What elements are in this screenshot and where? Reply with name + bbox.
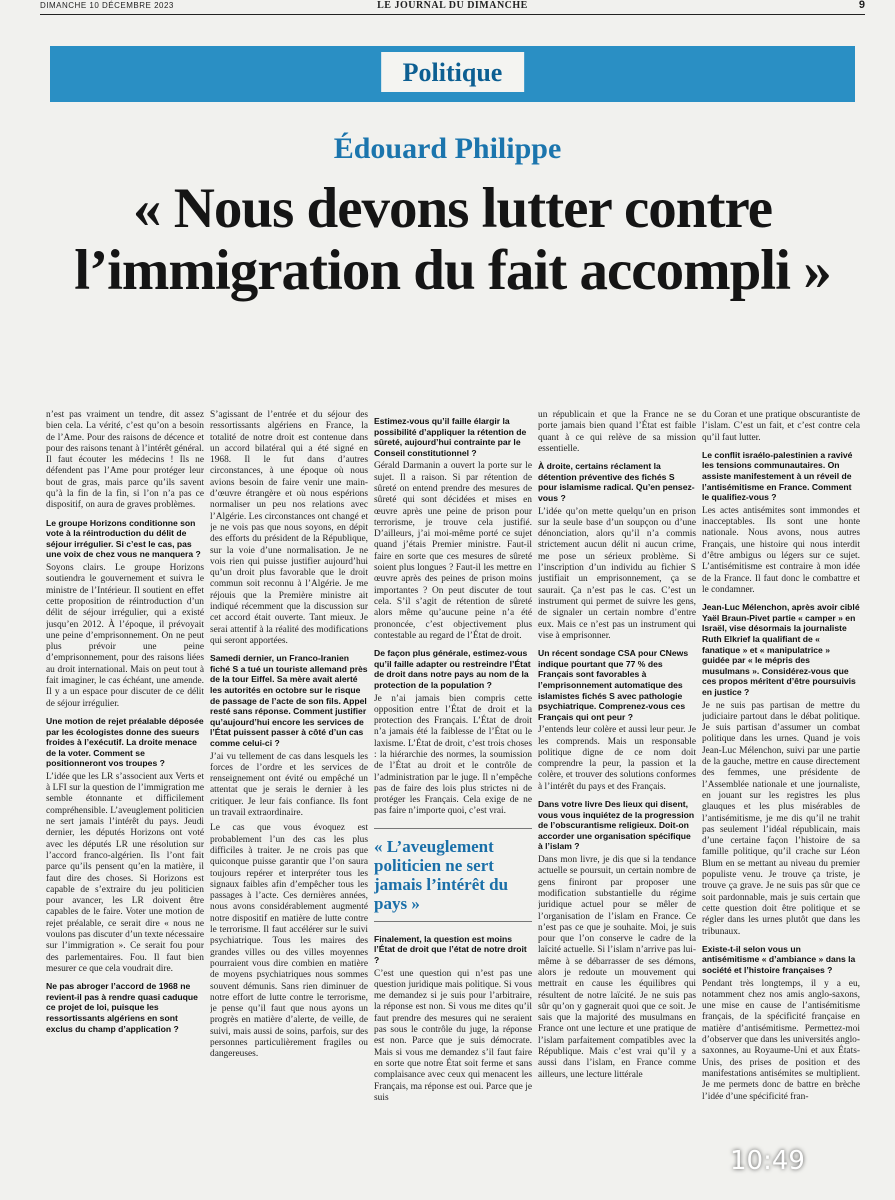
interview-question: Existe-t-il selon vous un antisémitisme « d’ambiance » dans la société et l’histoire françaises ? xyxy=(702,943,856,975)
page-header-strip xyxy=(40,0,865,15)
answer-paragraph: un républicain et que la France ne se porte jamais bien quand l’État est faible quant à ce qui relève de sa mission essentielle. xyxy=(538,410,696,454)
answer-paragraph: C’est une question qui n’est pas une question juridique mais politique. Si vous me demandez si je suis pour l’arbitraire, la réponse est non. Si vous me dites qu’il faut prendre des mesures qui ne seraient pas sous le contrôle du juge, la réponse est non. Parce que je suis démocrate. Mais si vous me demandez s’il faut faire en sorte que notre État soit ferme et sans complaisance avec ceux qui menacent les Français, ma réponse est oui. Parce que je suis xyxy=(374,968,532,1103)
answer-paragraph: Gérald Darmanin a ouvert la porte sur le sujet. Il a raison. Si par rétention de sûreté on entend prendre des mesures de sûreté qui sont décidées et mises en œuvre après une peine de prison pour terrorisme, je trouve cela justifié. D’ailleurs, j’ai moi-même porté ce sujet quand j’étais Premier ministre. Faut-il faire en sorte que ces mesures de sûreté soient plus longues ? Faut-il les mettre en œuvre après des peines de prison moins importantes ? On peut discuter de tout cela. S’il s’agit de rétention de sûreté alors même qu’aucune peine n’a été prononcée, c’est objectivement plus contestable au regard de l’État de droit. xyxy=(374,461,532,641)
interview-question: Une motion de rejet préalable déposée par les écologistes donne des sueurs froides à l’exécutif. La droite menace de la voter. Comment se positionneront vos troupes ? xyxy=(46,715,204,769)
interview-question: Estimez-vous qu’il faille élargir la possibilité d’appliquer la rétention de sûreté, aujourd’hui contrainte par le Conseil constitutionnel ? xyxy=(374,416,527,458)
article-column-3 xyxy=(374,410,532,1195)
interview-question: À droite, certains réclament la détention préventive des fichés S pour islamisme radical. Qu’en pensez-vous ? xyxy=(538,461,695,503)
interview-question: Finalement, la question est moins l’État de droit que l’état de notre droit ? xyxy=(374,933,527,965)
answer-paragraph: Dans mon livre, je dis que si la tendance actuelle se poursuit, un certain nombre de gens finiront par proposer une modification substantielle du régime juridique actuel pour se mêler de l’organisation de l’islam en France. Ce n’est pas ce que je souhaite. Moi, je suis pour que l’on conserve le cadre de la laïcité actuelle. Si l’islam n’arrive pas lui-même à se débarrasser de ses démons, alors je redoute un mouvement qui mettrait en cause les équilibres qui résultent de notre laïcité. Je ne suis pas sûr qu’on y gagnerait quoi que ce soit. Je sais que la majorité des musulmans en France ont une lecture et une pratique de l’islam parfaitement compatibles avec la République. Mais c’est vrai qu’il y a aussi dans l’islam, en France comme ailleurs, une lecture littérale xyxy=(538,855,696,1080)
pull-quote: « L’aveuglement politicien ne sert jamais l’intérêt du pays » xyxy=(374,828,532,922)
interview-question: De façon plus générale, estimez-vous qu’il faille adapter ou restreindre l’État de droit dans notre pays au nom de la protection de la population ? xyxy=(374,648,531,690)
status-clock: 10:49 xyxy=(730,1146,805,1176)
page-number: 9 xyxy=(858,0,865,11)
answer-paragraph: J’entends leur colère et aussi leur peur. Je les comprends. Mais un responsable politique digne de ce nom doit comprendre la peur, la passion et la colère, et trouver des solutions conformes à l’intérêt du pays et des Français. xyxy=(538,725,696,792)
answer-paragraph: Les actes antisémites sont immondes et inacceptables. Ils sont une honte nationale. Nous avons, nous autres Français, une histoire qui nous interdit d’être ambigus ou légers sur ce sujet. L’antisémitisme est contraire à mon idée de la France. Il faut donc le combattre et le condamner. xyxy=(702,505,860,595)
interview-question: Dans votre livre Des lieux qui disent, vous vous inquiétez de la progression de l’obscurantisme religieux. Doit-on accorder une organisation spécifique à l’islam ? xyxy=(538,799,695,852)
answer-paragraph: Le cas que vous évoquez est probablement l’un des cas les plus difficiles à traiter. Je ne crois pas que quiconque puisse garantir que l’on saura toujours repérer et interpréter tous les signaux faibles afin d’empêcher tous les passages à l’acte. Ces dernières années, nous avons considérablement augmenté notre dispositif en matière de lutte contre le terrorisme. Il faut accélérer sur le suivi psychiatrique. Tous les maires des grandes villes ou des villes moyennes pourraient vous dire combien en matière de moyens psychiatriques nous sommes souvent démunis. Sans rien diminuer de notre effort de lutte contre le terrorisme, je pense qu’il faut que nous ayons un progrès en matière d’alerte, de veille, de suivi, mais aussi de soins, parfois, sur des personnes particulièrement fragiles ou dangereuses. xyxy=(210,823,368,1060)
answer-paragraph: J’ai vu tellement de cas dans lesquels les forces de l’ordre et les services de renseignement ont évité ou empêché un attentat que je serais le dernier à les critiquer. Je leur fais confiance. Ils font un travail extraordinaire. xyxy=(210,751,368,819)
answer-paragraph: Je n’ai jamais bien compris cette opposition entre l’État de droit et la protection des Français. L’État de droit n’a jamais été la faiblesse de l’État ou le laxisme. L’État de droit, c’est trois choses : la hiérarchie des normes, la soumission de l’État au droit et le contrôle de l’administration par le juge. Il n’empêche pas de faire des lois plus strictes ni de protéger les Français. Cela exige de ne pas faire n’importe quoi, c’est vrai. xyxy=(374,693,532,817)
interview-question: Samedi dernier, un Franco-Iranien fiché S a tué un touriste allemand près de la tour Eiffel. Sa mère avait alerté les autorités en octobre sur le risque de passage de l’acte de son fils. Appel resté sans réponse. Comment justifier qu’aujourd’hui encore les services de l’État puissent passer à côté d’un cas comme celui-ci ? xyxy=(210,653,368,748)
newspaper-name: LE JOURNAL DU DIMANCHE xyxy=(377,0,528,11)
interview-question: Le conflit israélo-palestinien a ravivé les tensions communautaires. On assiste manifestement à un réveil de l’antisémitisme en France. Comment le qualifiez-vous ? xyxy=(702,449,853,503)
article-headline: « Nous devons lutter contre l’immigration du fait accompli » xyxy=(74,177,831,302)
interview-question: Jean-Luc Mélenchon, après avoir ciblé Yaël Braun-Pivet partie « camper » en Israël, vise désormais la journaliste Ruth Elkrief la qualifiant de « fanatique » et « manipulatrice » guidée par « le mépris des musulmans ». Considérez-vous que ces propos méritent d’être poursuivis en justice ? xyxy=(702,602,860,697)
answer-paragraph: n’est pas vraiment un tendre, dit assez bien cela. La vérité, c’est qu’on a besoin de l’Ame. Pour des raisons de décence et pour des raisons tenant à l’intérêt général. Il faut écouter les médecins ! Ils ne défendent pas l’Ame pour protéger leur bout de gras, mais parce qu’ils savent qu’à la fin de la fin, si l’on n’a pas ce dispositif, on aura de graves problèmes. xyxy=(46,410,204,511)
interview-question: Un récent sondage CSA pour CNews indique pourtant que 77 % des Français sont favorables à l’emprisonnement automatique des islamistes fichés S avec pathologie psychiatrique. Comprenez-vous ces Français qui ont peur ? xyxy=(538,648,689,722)
answer-paragraph: S’agissant de l’entrée et du séjour des ressortissants algériens en France, la totalité de notre droit est contenue dans un accord bilatéral qui a été signé en 1968. Il le fut dans d’autres circonstances, à une époque où nous avions besoin de faire venir une main-d’œuvre étrangère et où nous espérions normaliser un peu nos relations avec l’Algérie. Les circonstances ont changé et je ne vois pas que nous soyons, en dépit des efforts du président de la République, sur la voie d’une normalisation. Je ne vois rien qui puisse justifier aujourd’hui qu’un droit plus favorable que le droit commun soit reconnu à l’Algérie. Je me réjouis que la Première ministre ait indiqué récemment que la discussion sur cet accord était ouverte. Tant mieux. Je serai attentif à la réalité des modifications qui seront apportées. xyxy=(210,410,368,646)
interview-question: Ne pas abroger l’accord de 1968 ne revient-il pas à rendre quasi caduque ce projet de loi, puisque les ressortissants algériens en sont exclus du champ d’application ? xyxy=(46,981,198,1034)
article-column-2 xyxy=(210,410,368,1195)
article-body xyxy=(46,410,873,1195)
section-title: Politique xyxy=(381,52,525,92)
article-column-5 xyxy=(702,410,860,1195)
issue-date: DIMANCHE 10 DÉCEMBRE 2023 xyxy=(40,1,174,10)
article-author: Édouard Philippe xyxy=(333,132,562,165)
answer-paragraph: Je ne suis pas partisan de mettre du judiciaire partout dans le débat politique. Je suis partisan d’assumer un combat politique dans les urnes. Quand je vois Jean-Luc Mélenchon, suivi par une partie de la gauche, mettre en cause directement des femmes, une présidente de l’Assemblée nationale et une journaliste, en jouant sur les registres les plus glauques et les plus misérables de l’antisémitisme, je me dis qu’il ne trahit pas seulement l’idéal républicain, mais d’une certaine façon l’histoire de sa famille politique, qu’il crache sur Léon Blum en se mettant au niveau du premier populiste venu. Je trouve ça triste, je trouve ça grave. Je ne suis pas sûr que ce soit pardonnable, mais je suis certain que cette question doit être politique et se régler dans les urnes plutôt que dans les tribunaux. xyxy=(702,700,860,937)
article-column-1 xyxy=(46,410,204,1195)
answer-paragraph: L’idée qu’on mette quelqu’un en prison sur la seule base d’un soupçon ou d’une dénonciation, alors qu’il n’a commis strictement aucun délit ni aucun crime, me pose un sérieux problème. Si l’inscription d’un individu au fichier S justifiait un emprisonnement, ça se saurait. Ça n’est pas le cas. C’est un instrument qui permet de suivre les gens, de signaler un certain nombre d’entre eux. Mais ce n’est pas un instrument qui vise à emprisonner. xyxy=(538,506,696,641)
answer-paragraph: du Coran et une pratique obscurantiste de l’islam. C’est un fait, et c’est contre cela qu’il faut lutter. xyxy=(702,410,860,443)
article-column-4 xyxy=(538,410,696,1195)
answer-paragraph: L’idée que les LR s’associent aux Verts et à LFI sur la question de l’immigration me semble étonnante et difficilement compréhensible. L’aveuglement politicien ne sert jamais l’intérêt du pays. Jeudi dernier, les députés Horizons ont voté avec les députés LR une résolution sur l’accord franco-algérien. Ils l’ont fait parce qu’ils pensent qu’en la matière, il faut dire des choses. Si Horizons est capable de s’extraire du jeu politicien pour avancer, les LR doivent être capables de le faire. Voter une motion de rejet préalable, ce serait dire « nous ne voulons pas discuter d’un texte nécessaire sur l’immigration ». Ce serait fou pour des parlementaires. Fou. Il faut bien mesurer ce que cela voudrait dire. xyxy=(46,771,204,974)
interview-question: Le groupe Horizons conditionne son vote à la réintroduction du délit de séjour irrégulier. Si c’est le cas, pas une voix de chez vous ne manquera ? xyxy=(46,517,201,560)
answer-paragraph: Pendant très longtemps, il y a eu, notamment chez nos amis anglo-saxons, une mise en cause de l’antisémitisme français, de la spécificité française en matière d’antisémitisme. Permettez-moi d’observer que dans les universités anglo-saxonnes, au Royaume-Uni et aux États-Unis, des prises de position et des manifestations antisémites se multiplient. Je me permets donc de battre en brèche l’idée d’une spécificité fran- xyxy=(702,978,860,1102)
section-band xyxy=(50,46,855,102)
answer-paragraph: Soyons clairs. Le groupe Horizons soutiendra le gouvernement et suivra le ministre de l’Intérieur. Il soutient en effet cette proposition de réintroduction d’un délit de séjour irrégulier, qui a existé jusqu’en 2012. À l’époque, il prévoyait une peine d’emprisonnement. On ne peut plus prévoir une peine d’emprisonnement, pour des raisons liées au droit international. Mais on peut tout à fait imaginer, le cas échéant, une amende. Il y a un espace pour discuter de ce délit de séjour irrégulier. xyxy=(46,563,204,709)
